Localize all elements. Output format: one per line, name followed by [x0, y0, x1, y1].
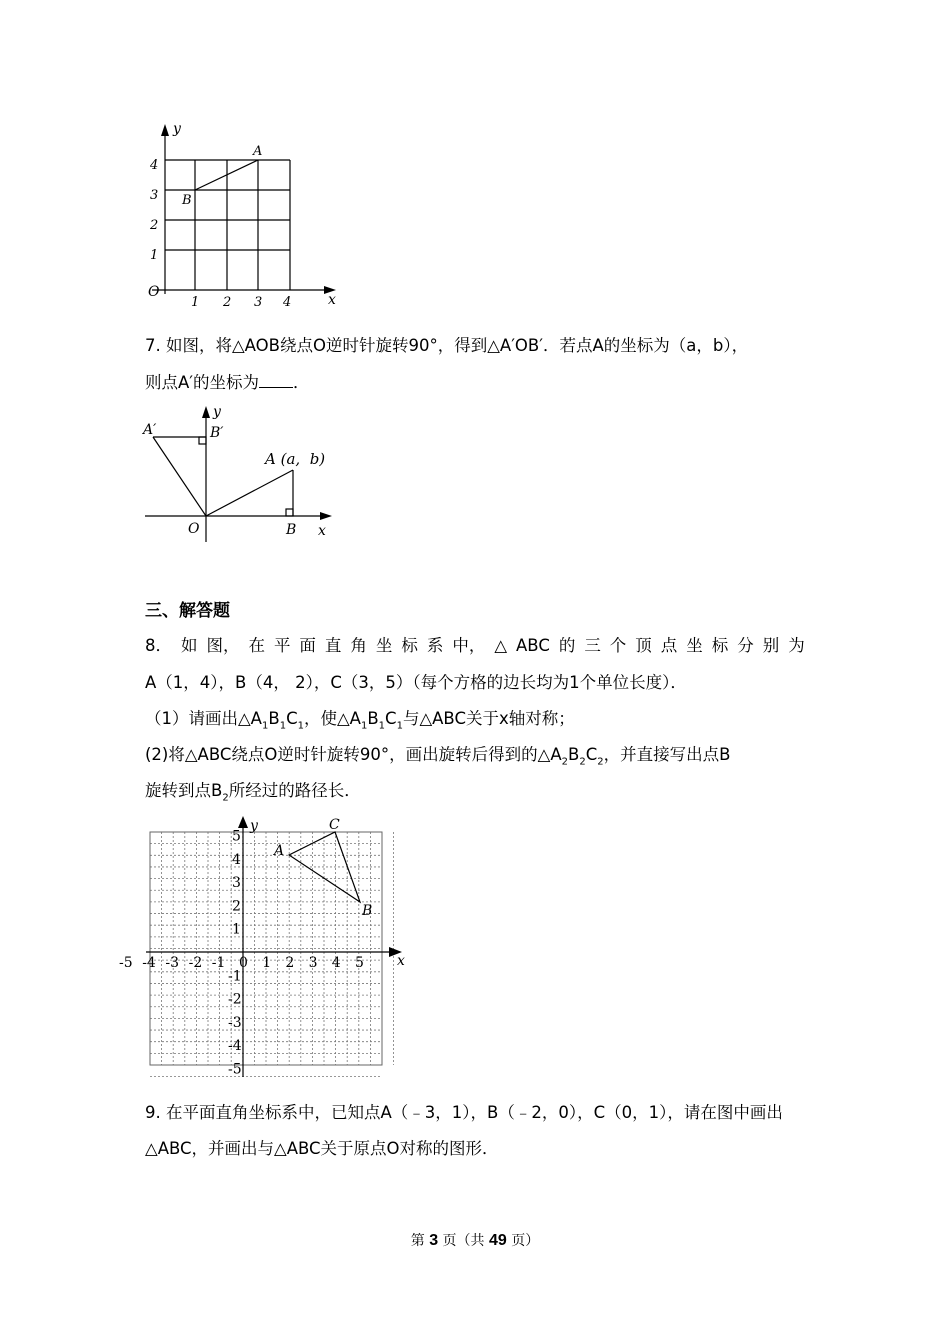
- label-b-prime: B′: [210, 425, 224, 441]
- q8-line1-part: 分: [737, 636, 754, 655]
- label-x: x: [397, 953, 405, 969]
- q8-line1-part: 中，: [452, 636, 486, 655]
- q8-line1-part: 点: [660, 636, 678, 655]
- q8-line1-part: 别: [762, 636, 780, 655]
- q7-line2-suffix: ．: [293, 373, 310, 392]
- answer-blank[interactable]: [259, 372, 293, 388]
- point-label-b: B: [182, 193, 192, 208]
- q8-line1-part: 8．: [145, 636, 172, 655]
- q8-text: 所经过的路径长．: [228, 781, 361, 800]
- q8-line1-part: 直: [324, 636, 342, 655]
- y-tick-label: 2: [232, 898, 241, 915]
- label-x: x: [318, 523, 326, 539]
- figure-rotation: [140, 402, 340, 547]
- q8-line1-part: 角: [350, 636, 367, 655]
- q8-line1-part: 平: [273, 636, 291, 655]
- q8-text: B: [367, 709, 379, 728]
- y-tick-label: -1: [228, 968, 242, 985]
- q8-line2: A（1，4），B（4， 2），C（3，5）（每个方格的边长均为1个单位长度）．: [145, 673, 687, 692]
- q8-line1-part: 图，: [206, 636, 240, 655]
- y-tick-label: -2: [228, 991, 242, 1008]
- footer-text: 第: [410, 1233, 430, 1249]
- x-tick-label: 1: [262, 955, 272, 971]
- q8-text: C: [286, 709, 298, 728]
- axis-label-y: y: [173, 121, 181, 137]
- label-a: A (a, b): [265, 450, 326, 468]
- vertex-label-b: B: [362, 903, 373, 919]
- x-tick-label: -2: [188, 955, 203, 971]
- q8-line1-part: 标: [401, 636, 418, 655]
- q8-text: 与△ABC关于x轴对称；: [402, 709, 575, 728]
- q8-line1-part: 系: [426, 636, 444, 655]
- figure-grid-ab: [140, 118, 350, 310]
- x-tick-label: -3: [165, 955, 180, 971]
- x-tick: 1: [191, 295, 200, 310]
- q8-text: （1）请画出△A: [145, 709, 262, 728]
- x-tick-label: 5: [355, 955, 364, 971]
- x-tick-label: 4: [331, 955, 341, 971]
- x-tick-label: 2: [285, 955, 295, 971]
- label-y: y: [213, 404, 221, 420]
- q9-line2: △ABC，并画出与△ABC关于原点O对称的图形．: [145, 1139, 499, 1158]
- y-tick-label: -5: [228, 1061, 242, 1078]
- x-tick: 4: [283, 295, 292, 310]
- q8-line1-part: 面: [299, 636, 316, 655]
- x-tick-label: -5: [119, 955, 133, 971]
- subscript: 2: [579, 756, 586, 768]
- q8-text: B: [268, 709, 280, 728]
- q8-line1-part: 的: [558, 636, 576, 655]
- q8-line1-part: 三: [584, 636, 601, 655]
- q8-text: 旋转到点B: [145, 781, 223, 800]
- origin-label: O: [148, 284, 160, 300]
- vertex-label-a: A: [274, 843, 285, 859]
- q8-line1-part: 为: [788, 636, 805, 655]
- subscript: 1: [261, 720, 269, 732]
- x-tick-label: -4: [142, 955, 156, 971]
- label-b: B: [286, 522, 297, 538]
- vertex-label-c: C: [329, 817, 340, 833]
- subscript: 1: [279, 720, 287, 732]
- y-tick: 3: [150, 188, 159, 203]
- subscript: 2: [222, 792, 229, 804]
- q8-line1-part: 个: [609, 636, 627, 655]
- subscript: 2: [597, 756, 604, 768]
- footer-text: 页）: [506, 1233, 540, 1249]
- y-tick-label: -3: [228, 1014, 242, 1031]
- y-tick: 2: [150, 218, 159, 233]
- q8-line1-part: 在: [248, 636, 265, 655]
- q8-line1-part: 如: [180, 636, 198, 655]
- subscript: 2: [561, 756, 568, 768]
- q8-line1-part: 坐: [375, 636, 393, 655]
- axis-label-x: x: [328, 292, 336, 308]
- q8-text: B: [567, 745, 580, 764]
- subscript: 1: [396, 720, 403, 732]
- q7-line2-prefix: 则点A′的坐标为: [145, 373, 260, 392]
- y-tick: 4: [150, 158, 159, 173]
- q9-line1: 9. 在平面直角坐标系中，已知点A（﹣3，1），B（﹣2，0），C（0，1），请在图中画出: [145, 1103, 783, 1122]
- x-tick-label: 3: [308, 955, 318, 971]
- q8-line5: [145, 780, 361, 809]
- q8-line3: [145, 708, 575, 737]
- y-tick: 1: [150, 248, 159, 263]
- q7-line2: [145, 372, 310, 394]
- q8-text: ，使△A: [303, 709, 361, 728]
- figure-coordinate-grid: [119, 815, 410, 1080]
- q8-text: (2)将△ABC绕点O逆时针旋转90°，画出旋转后得到的△A: [145, 745, 562, 764]
- q8-line1-part: 坐: [686, 636, 703, 655]
- q8-line1: [145, 635, 805, 657]
- x-tick-label: -1: [211, 955, 226, 971]
- subscript: 1: [360, 720, 368, 732]
- q8-text: C: [385, 709, 397, 728]
- x-tick: 2: [223, 295, 232, 310]
- page-number: 3: [429, 1232, 439, 1249]
- label-a-prime: A′: [143, 422, 157, 438]
- y-tick-label: -4: [228, 1038, 242, 1055]
- point-label-a: A: [253, 144, 263, 159]
- q8-text: C: [585, 745, 598, 764]
- subscript: 1: [297, 720, 304, 732]
- q8-line1-part: ABC: [516, 636, 550, 655]
- q8-line1-part: 顶: [635, 636, 652, 655]
- page-total: 49: [489, 1232, 507, 1249]
- q7-line1: 7. 如图，将△AOB绕点O逆时针旋转90°，得到△A′OB′．若点A的坐标为（a，b），: [145, 336, 749, 355]
- footer-text: 页（共: [438, 1233, 489, 1249]
- label-y: y: [250, 818, 258, 834]
- y-tick-label: 4: [232, 851, 241, 868]
- q8-line1-part: 标: [711, 636, 729, 655]
- q8-line1-part: △: [494, 636, 508, 655]
- label-o: O: [188, 521, 200, 537]
- x-tick-label: 0: [239, 955, 248, 971]
- subscript: 1: [378, 720, 386, 732]
- y-tick-label: 3: [232, 875, 241, 892]
- page-footer: [0, 1230, 950, 1250]
- section-title: 三、解答题: [145, 601, 230, 621]
- q8-text: ，并直接写出点B: [603, 745, 731, 764]
- q8-line4: [145, 744, 730, 773]
- y-tick-label: 1: [232, 921, 241, 938]
- x-tick: 3: [254, 295, 263, 310]
- y-tick-label: 5: [232, 828, 241, 845]
